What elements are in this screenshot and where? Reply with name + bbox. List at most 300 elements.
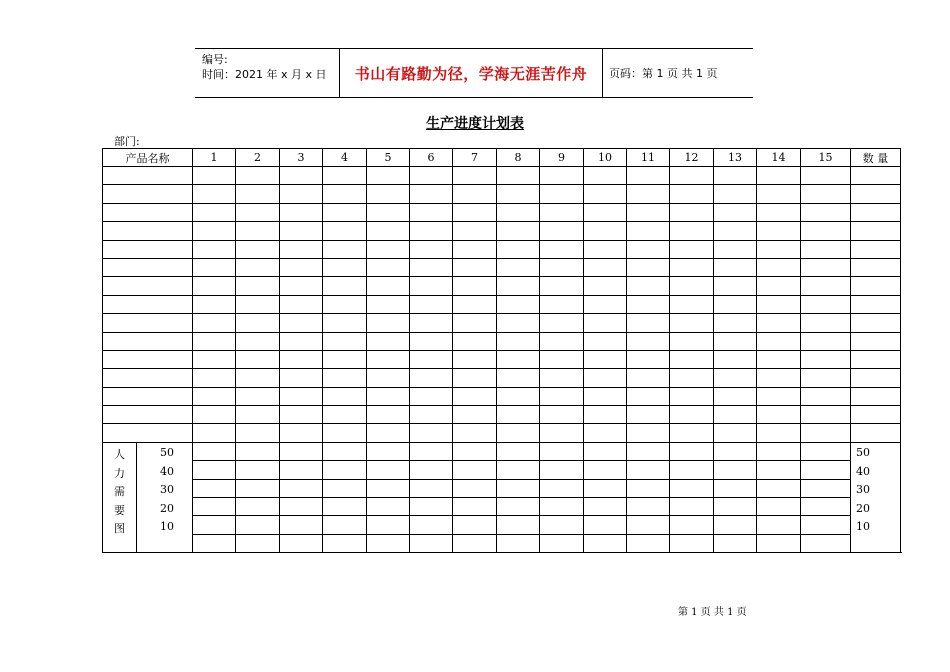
manpower-day-cell <box>236 498 280 516</box>
day-cell[interactable] <box>410 167 453 185</box>
day-cell[interactable] <box>801 203 851 221</box>
day-cell[interactable] <box>367 314 410 332</box>
day-cell[interactable] <box>757 240 801 258</box>
day-cell[interactable] <box>497 406 540 424</box>
header-day-3: 3 <box>280 149 323 167</box>
day-cell[interactable] <box>453 295 497 313</box>
day-cell[interactable] <box>367 185 410 203</box>
product-name-cell[interactable] <box>103 369 193 387</box>
day-cell[interactable] <box>627 295 670 313</box>
manpower-day-cell <box>236 461 280 479</box>
day-cell[interactable] <box>627 424 670 442</box>
day-cell[interactable] <box>453 240 497 258</box>
day-cell[interactable] <box>584 406 627 424</box>
product-name-cell[interactable] <box>103 387 193 405</box>
manpower-day-cell <box>627 498 670 516</box>
day-cell[interactable] <box>367 424 410 442</box>
day-cell[interactable] <box>323 167 367 185</box>
day-cell[interactable] <box>280 424 323 442</box>
quantity-cell[interactable] <box>851 350 901 368</box>
day-cell[interactable] <box>714 167 757 185</box>
day-cell[interactable] <box>236 406 280 424</box>
day-cell[interactable] <box>236 222 280 240</box>
day-cell[interactable] <box>540 258 584 276</box>
day-cell[interactable] <box>193 277 236 295</box>
day-cell[interactable] <box>367 387 410 405</box>
manpower-day-cell <box>540 534 584 552</box>
day-cell[interactable] <box>193 387 236 405</box>
day-cell[interactable] <box>540 277 584 295</box>
product-name-cell[interactable] <box>103 406 193 424</box>
day-cell[interactable] <box>670 203 714 221</box>
day-cell[interactable] <box>540 369 584 387</box>
day-cell[interactable] <box>540 203 584 221</box>
day-cell[interactable] <box>540 240 584 258</box>
day-cell[interactable] <box>757 222 801 240</box>
day-cell[interactable] <box>670 167 714 185</box>
quantity-cell[interactable] <box>851 222 901 240</box>
quantity-cell[interactable] <box>851 203 901 221</box>
day-cell[interactable] <box>540 185 584 203</box>
day-cell[interactable] <box>757 167 801 185</box>
day-cell[interactable] <box>280 240 323 258</box>
day-cell[interactable] <box>801 424 851 442</box>
day-cell[interactable] <box>323 185 367 203</box>
manpower-day-cell <box>323 516 367 534</box>
quantity-cell[interactable] <box>851 185 901 203</box>
manpower-day-cell <box>714 516 757 534</box>
day-cell[interactable] <box>497 203 540 221</box>
day-cell[interactable] <box>410 203 453 221</box>
day-cell[interactable] <box>801 369 851 387</box>
day-cell[interactable] <box>410 240 453 258</box>
day-cell[interactable] <box>627 222 670 240</box>
quantity-cell[interactable] <box>851 258 901 276</box>
day-cell[interactable] <box>670 277 714 295</box>
day-cell[interactable] <box>453 185 497 203</box>
day-cell[interactable] <box>453 332 497 350</box>
day-cell[interactable] <box>627 258 670 276</box>
day-cell[interactable] <box>670 387 714 405</box>
day-cell[interactable] <box>497 369 540 387</box>
manpower-day-cell <box>410 479 453 497</box>
day-cell[interactable] <box>757 314 801 332</box>
product-name-cell[interactable] <box>103 332 193 350</box>
day-cell[interactable] <box>801 350 851 368</box>
day-cell[interactable] <box>280 258 323 276</box>
product-name-cell[interactable] <box>103 203 193 221</box>
manpower-day-cell <box>193 516 236 534</box>
product-row <box>103 222 901 240</box>
scale-right-10: 10 <box>856 520 870 534</box>
page-title <box>0 113 950 133</box>
product-name-cell[interactable] <box>103 314 193 332</box>
day-cell[interactable] <box>453 424 497 442</box>
day-cell[interactable] <box>627 185 670 203</box>
day-cell[interactable] <box>453 203 497 221</box>
day-cell[interactable] <box>540 332 584 350</box>
manpower-row <box>103 516 901 534</box>
day-cell[interactable] <box>801 332 851 350</box>
quantity-cell[interactable] <box>851 314 901 332</box>
product-row <box>103 406 901 424</box>
day-cell[interactable] <box>453 222 497 240</box>
day-cell[interactable] <box>410 185 453 203</box>
quantity-cell[interactable] <box>851 167 901 185</box>
manpower-day-cell <box>714 442 757 460</box>
day-cell[interactable] <box>497 295 540 313</box>
quantity-cell[interactable] <box>851 424 901 442</box>
day-cell[interactable] <box>367 277 410 295</box>
manpower-day-cell <box>801 498 851 516</box>
scale-left-30: 30 <box>160 483 174 497</box>
day-cell[interactable] <box>497 277 540 295</box>
day-cell[interactable] <box>714 350 757 368</box>
day-cell[interactable] <box>236 185 280 203</box>
day-cell[interactable] <box>627 203 670 221</box>
day-cell[interactable] <box>540 295 584 313</box>
day-cell[interactable] <box>714 332 757 350</box>
day-cell[interactable] <box>670 185 714 203</box>
manpower-day-cell <box>714 461 757 479</box>
day-cell[interactable] <box>757 332 801 350</box>
day-cell[interactable] <box>280 314 323 332</box>
manpower-day-cell <box>670 461 714 479</box>
day-cell[interactable] <box>323 369 367 387</box>
header-day-9: 9 <box>540 149 584 167</box>
day-cell[interactable] <box>367 258 410 276</box>
day-cell[interactable] <box>584 240 627 258</box>
day-cell[interactable] <box>627 350 670 368</box>
manpower-day-cell <box>280 534 323 552</box>
day-cell[interactable] <box>367 406 410 424</box>
day-cell[interactable] <box>453 167 497 185</box>
product-row <box>103 295 901 313</box>
day-cell[interactable] <box>714 387 757 405</box>
day-cell[interactable] <box>497 332 540 350</box>
day-cell[interactable] <box>801 295 851 313</box>
time-label: 时间：2021 年 x 月 x 日 <box>202 68 327 81</box>
day-cell[interactable] <box>584 424 627 442</box>
product-row <box>103 203 901 221</box>
manpower-day-cell <box>367 534 410 552</box>
day-cell[interactable] <box>584 185 627 203</box>
day-cell[interactable] <box>670 295 714 313</box>
scale-left-20: 20 <box>160 501 174 515</box>
day-cell[interactable] <box>670 314 714 332</box>
day-cell[interactable] <box>236 387 280 405</box>
day-cell[interactable] <box>367 332 410 350</box>
day-cell[interactable] <box>193 424 236 442</box>
day-cell[interactable] <box>280 167 323 185</box>
day-cell[interactable] <box>410 222 453 240</box>
day-cell[interactable] <box>627 387 670 405</box>
day-cell[interactable] <box>497 258 540 276</box>
day-cell[interactable] <box>714 258 757 276</box>
day-cell[interactable] <box>236 277 280 295</box>
day-cell[interactable] <box>323 424 367 442</box>
day-cell[interactable] <box>801 314 851 332</box>
day-cell[interactable] <box>757 203 801 221</box>
day-cell[interactable] <box>193 240 236 258</box>
manpower-day-cell <box>670 442 714 460</box>
day-cell[interactable] <box>497 222 540 240</box>
day-cell[interactable] <box>410 350 453 368</box>
day-cell[interactable] <box>323 332 367 350</box>
day-cell[interactable] <box>757 369 801 387</box>
day-cell[interactable] <box>453 369 497 387</box>
day-cell[interactable] <box>670 424 714 442</box>
day-cell[interactable] <box>280 222 323 240</box>
day-cell[interactable] <box>540 387 584 405</box>
day-cell[interactable] <box>670 369 714 387</box>
header-day-2: 2 <box>236 149 280 167</box>
day-cell[interactable] <box>757 424 801 442</box>
header-day-11: 11 <box>627 149 670 167</box>
day-cell[interactable] <box>323 203 367 221</box>
day-cell[interactable] <box>193 406 236 424</box>
day-cell[interactable] <box>540 222 584 240</box>
day-cell[interactable] <box>280 277 323 295</box>
day-cell[interactable] <box>323 314 367 332</box>
day-cell[interactable] <box>584 258 627 276</box>
day-cell[interactable] <box>584 332 627 350</box>
day-cell[interactable] <box>801 258 851 276</box>
day-cell[interactable] <box>670 222 714 240</box>
day-cell[interactable] <box>367 167 410 185</box>
manpower-day-cell <box>670 534 714 552</box>
day-cell[interactable] <box>236 424 280 442</box>
product-name-cell[interactable] <box>103 222 193 240</box>
header-day-8: 8 <box>497 149 540 167</box>
day-cell[interactable] <box>193 222 236 240</box>
day-cell[interactable] <box>323 240 367 258</box>
day-cell[interactable] <box>193 258 236 276</box>
day-cell[interactable] <box>584 295 627 313</box>
day-cell[interactable] <box>714 277 757 295</box>
product-name-cell[interactable] <box>103 350 193 368</box>
day-cell[interactable] <box>497 167 540 185</box>
day-cell[interactable] <box>497 350 540 368</box>
day-cell[interactable] <box>323 350 367 368</box>
day-cell[interactable] <box>193 350 236 368</box>
day-cell[interactable] <box>367 203 410 221</box>
product-name-cell[interactable] <box>103 258 193 276</box>
day-cell[interactable] <box>193 369 236 387</box>
quantity-cell[interactable] <box>851 295 901 313</box>
day-cell[interactable] <box>280 295 323 313</box>
day-cell[interactable] <box>410 424 453 442</box>
day-cell[interactable] <box>801 222 851 240</box>
day-cell[interactable] <box>280 406 323 424</box>
day-cell[interactable] <box>540 406 584 424</box>
day-cell[interactable] <box>367 240 410 258</box>
day-cell[interactable] <box>280 387 323 405</box>
day-cell[interactable] <box>714 406 757 424</box>
day-cell[interactable] <box>540 167 584 185</box>
day-cell[interactable] <box>670 332 714 350</box>
day-cell[interactable] <box>453 277 497 295</box>
day-cell[interactable] <box>801 240 851 258</box>
day-cell[interactable] <box>280 203 323 221</box>
manpower-row <box>103 479 901 497</box>
product-name-cell[interactable] <box>103 277 193 295</box>
day-cell[interactable] <box>453 258 497 276</box>
day-cell[interactable] <box>497 240 540 258</box>
day-cell[interactable] <box>367 222 410 240</box>
day-cell[interactable] <box>670 258 714 276</box>
day-cell[interactable] <box>453 387 497 405</box>
day-cell[interactable] <box>757 387 801 405</box>
day-cell[interactable] <box>584 369 627 387</box>
quantity-cell[interactable] <box>851 277 901 295</box>
day-cell[interactable] <box>714 203 757 221</box>
day-cell[interactable] <box>453 350 497 368</box>
day-cell[interactable] <box>236 350 280 368</box>
day-cell[interactable] <box>193 167 236 185</box>
day-cell[interactable] <box>367 295 410 313</box>
manpower-day-cell <box>670 498 714 516</box>
product-name-cell[interactable] <box>103 295 193 313</box>
day-cell[interactable] <box>410 387 453 405</box>
day-cell[interactable] <box>627 277 670 295</box>
day-cell[interactable] <box>280 369 323 387</box>
day-cell[interactable] <box>410 277 453 295</box>
manpower-row <box>103 498 901 516</box>
day-cell[interactable] <box>714 185 757 203</box>
day-cell[interactable] <box>410 406 453 424</box>
day-cell[interactable] <box>714 295 757 313</box>
day-cell[interactable] <box>236 258 280 276</box>
manpower-day-cell <box>193 498 236 516</box>
day-cell[interactable] <box>627 314 670 332</box>
manpower-day-cell <box>453 461 497 479</box>
product-name-cell[interactable] <box>103 167 193 185</box>
manpower-day-cell <box>757 498 801 516</box>
quantity-cell[interactable] <box>851 387 901 405</box>
day-cell[interactable] <box>757 277 801 295</box>
day-cell[interactable] <box>193 314 236 332</box>
day-cell[interactable] <box>627 167 670 185</box>
day-cell[interactable] <box>367 369 410 387</box>
day-cell[interactable] <box>584 314 627 332</box>
day-cell[interactable] <box>757 258 801 276</box>
day-cell[interactable] <box>540 314 584 332</box>
day-cell[interactable] <box>670 240 714 258</box>
day-cell[interactable] <box>280 350 323 368</box>
day-cell[interactable] <box>714 424 757 442</box>
day-cell[interactable] <box>627 406 670 424</box>
day-cell[interactable] <box>801 167 851 185</box>
product-row <box>103 185 901 203</box>
day-cell[interactable] <box>280 185 323 203</box>
day-cell[interactable] <box>497 314 540 332</box>
day-cell[interactable] <box>584 222 627 240</box>
manpower-day-cell <box>323 479 367 497</box>
day-cell[interactable] <box>193 185 236 203</box>
day-cell[interactable] <box>410 295 453 313</box>
slogan: 书山有路勤为径，学海无涯苦作舟 <box>339 49 603 97</box>
day-cell[interactable] <box>367 350 410 368</box>
manpower-day-cell <box>410 498 453 516</box>
manpower-day-cell <box>410 516 453 534</box>
day-cell[interactable] <box>757 350 801 368</box>
day-cell[interactable] <box>410 258 453 276</box>
day-cell[interactable] <box>236 369 280 387</box>
day-cell[interactable] <box>714 240 757 258</box>
product-row <box>103 424 901 442</box>
day-cell[interactable] <box>323 277 367 295</box>
day-cell[interactable] <box>497 424 540 442</box>
day-cell[interactable] <box>801 406 851 424</box>
day-cell[interactable] <box>670 350 714 368</box>
quantity-cell[interactable] <box>851 332 901 350</box>
day-cell[interactable] <box>627 240 670 258</box>
manpower-day-cell <box>453 534 497 552</box>
day-cell[interactable] <box>801 277 851 295</box>
day-cell[interactable] <box>757 185 801 203</box>
day-cell[interactable] <box>757 295 801 313</box>
day-cell[interactable] <box>584 350 627 368</box>
day-cell[interactable] <box>584 387 627 405</box>
department-label: 部门: <box>114 135 140 148</box>
product-name-cell[interactable] <box>103 240 193 258</box>
day-cell[interactable] <box>323 258 367 276</box>
day-cell[interactable] <box>280 332 323 350</box>
day-cell[interactable] <box>323 222 367 240</box>
day-cell[interactable] <box>410 332 453 350</box>
day-cell[interactable] <box>453 314 497 332</box>
day-cell[interactable] <box>801 387 851 405</box>
day-cell[interactable] <box>236 203 280 221</box>
day-cell[interactable] <box>540 350 584 368</box>
day-cell[interactable] <box>236 167 280 185</box>
day-cell[interactable] <box>670 406 714 424</box>
day-cell[interactable] <box>584 203 627 221</box>
day-cell[interactable] <box>497 185 540 203</box>
day-cell[interactable] <box>453 406 497 424</box>
day-cell[interactable] <box>236 295 280 313</box>
day-cell[interactable] <box>193 203 236 221</box>
day-cell[interactable] <box>714 222 757 240</box>
day-cell[interactable] <box>193 295 236 313</box>
day-cell[interactable] <box>323 387 367 405</box>
day-cell[interactable] <box>714 314 757 332</box>
day-cell[interactable] <box>584 277 627 295</box>
quantity-cell[interactable] <box>851 240 901 258</box>
day-cell[interactable] <box>193 332 236 350</box>
day-cell[interactable] <box>714 369 757 387</box>
day-cell[interactable] <box>323 406 367 424</box>
day-cell[interactable] <box>757 406 801 424</box>
day-cell[interactable] <box>540 424 584 442</box>
day-cell[interactable] <box>236 314 280 332</box>
day-cell[interactable] <box>410 369 453 387</box>
day-cell[interactable] <box>584 167 627 185</box>
quantity-cell[interactable] <box>851 369 901 387</box>
day-cell[interactable] <box>236 240 280 258</box>
day-cell[interactable] <box>627 369 670 387</box>
day-cell[interactable] <box>801 185 851 203</box>
product-name-cell[interactable] <box>103 424 193 442</box>
day-cell[interactable] <box>497 387 540 405</box>
product-name-cell[interactable] <box>103 185 193 203</box>
quantity-cell[interactable] <box>851 406 901 424</box>
day-cell[interactable] <box>410 314 453 332</box>
day-cell[interactable] <box>236 332 280 350</box>
day-cell[interactable] <box>627 332 670 350</box>
day-cell[interactable] <box>323 295 367 313</box>
